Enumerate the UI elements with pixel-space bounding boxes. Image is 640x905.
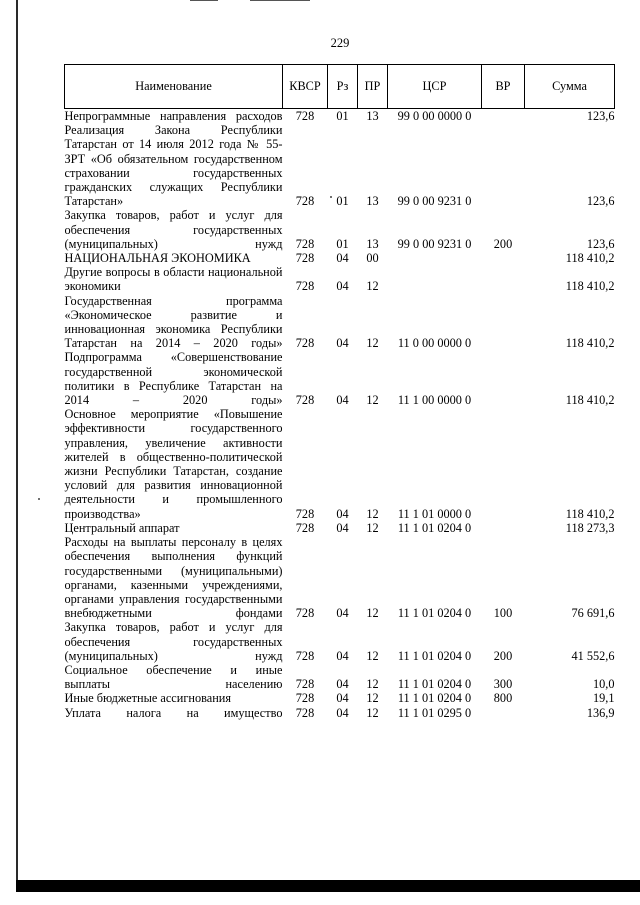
row-vr: 200 <box>493 236 513 251</box>
row-vr <box>482 294 525 351</box>
row-csr <box>388 251 482 265</box>
row-name: Расходы на выплаты персоналу в целях обеспечения выполнения функций государственными (муниципальными) органами, казенными учреждениями, органами управления государственными внебюджетными фондами <box>64 535 283 621</box>
table-row <box>65 521 615 535</box>
row-vr <box>482 350 525 407</box>
row-kvsr: 728 <box>295 279 315 294</box>
row-kvsr: 728 <box>295 393 315 408</box>
row-vr: 200 <box>493 648 513 663</box>
row-kvsr: 728 <box>295 336 315 351</box>
row-sum: 118 273,3 <box>565 520 615 535</box>
row-kvsr: 728 <box>295 691 315 706</box>
row-pr: 12 <box>366 677 379 692</box>
row-sum: 19,1 <box>592 691 615 706</box>
row-kvsr: 728 <box>295 648 315 663</box>
row-name: Другие вопросы в области национальной экономики <box>64 265 283 294</box>
row-kvsr: 728 <box>295 194 315 209</box>
row-name: Основное мероприятие «Повышение эффективности государственного управления, увеличение активности жителей в общественно-политической жизни Республики Татарстан, создание условий для развития инновационной деятельности и промышленного производства» <box>64 407 283 521</box>
row-name: Закупка товаров, работ и услуг для обеспечения государственных (муниципальных) нужд <box>64 208 283 251</box>
row-csr: 11 1 01 0204 0 <box>397 677 472 692</box>
header-kvsr: КВСР <box>283 65 328 109</box>
row-pr: 12 <box>366 705 379 720</box>
header-csr: ЦСР <box>388 65 482 109</box>
row-pr: 12 <box>366 336 379 351</box>
row-name: НАЦИОНАЛЬНАЯ ЭКОНОМИКА <box>64 251 251 266</box>
row-csr: 99 0 00 9231 0 <box>397 236 472 251</box>
row-rz: 01 <box>336 194 349 209</box>
row-rz: 04 <box>336 336 349 351</box>
row-kvsr: 728 <box>295 236 315 251</box>
row-pr: 12 <box>366 520 379 535</box>
table-header-row <box>65 65 615 109</box>
row-rz: 04 <box>336 606 349 621</box>
row-vr <box>482 251 525 265</box>
row-pr: 00 <box>366 251 379 266</box>
row-vr <box>482 123 525 208</box>
table-row <box>65 620 615 663</box>
row-pr: 13 <box>366 194 379 209</box>
row-rz: 04 <box>336 279 349 294</box>
row-rz: 04 <box>336 648 349 663</box>
table-row <box>65 208 615 251</box>
row-name: Государственная программа «Экономическое развитие и инновационная экономика Республики Татарстан на 2014 – 2020 годы» <box>64 293 283 351</box>
row-kvsr: 728 <box>295 705 315 720</box>
row-sum: 118 410,2 <box>565 506 615 521</box>
row-name: Центральный аппарат <box>64 520 180 535</box>
table-row <box>65 294 615 351</box>
row-rz: 04 <box>336 506 349 521</box>
row-sum: 118 410,2 <box>565 251 615 266</box>
page-number: 229 <box>330 36 350 50</box>
scan-left-edge <box>16 0 18 892</box>
row-kvsr: 728 <box>295 606 315 621</box>
row-kvsr: 728 <box>295 506 315 521</box>
row-csr: 11 1 01 0295 0 <box>397 705 472 720</box>
header-sum: Сумма <box>525 65 615 109</box>
row-sum: 10,0 <box>592 677 615 692</box>
row-kvsr: 728 <box>295 109 315 123</box>
row-pr: 12 <box>366 648 379 663</box>
row-vr: 100 <box>493 606 513 621</box>
row-sum: 41 552,6 <box>571 648 615 663</box>
header-name: Наименование <box>65 65 283 109</box>
table-row <box>65 535 615 620</box>
row-sum: 76 691,6 <box>571 606 615 621</box>
table-row <box>65 350 615 407</box>
row-sum: 123,6 <box>586 236 615 251</box>
row-rz: 04 <box>336 705 349 720</box>
row-rz: 01 <box>336 236 349 251</box>
row-sum: 118 410,2 <box>565 279 615 294</box>
row-vr <box>482 109 525 124</box>
row-pr: 12 <box>366 279 379 294</box>
row-sum: 123,6 <box>586 109 615 123</box>
table-row <box>65 109 615 124</box>
row-pr: 12 <box>366 393 379 408</box>
row-rz: 04 <box>336 393 349 408</box>
row-pr: 12 <box>366 691 379 706</box>
row-csr: 11 1 01 0204 0 <box>397 691 472 706</box>
row-csr: 11 1 01 0204 0 <box>397 520 472 535</box>
scan-bottom-edge <box>16 880 640 892</box>
table-row <box>65 123 615 208</box>
table-row <box>65 265 615 293</box>
row-vr <box>482 521 525 535</box>
row-csr: 11 1 00 0000 0 <box>397 393 472 408</box>
row-name: Уплата налога на имущество <box>64 705 283 720</box>
row-kvsr: 728 <box>295 677 315 692</box>
budget-table <box>64 64 615 720</box>
header-pr: ПР <box>358 65 388 109</box>
row-pr: 12 <box>366 606 379 621</box>
row-vr <box>482 706 525 720</box>
row-vr: 300 <box>493 677 513 692</box>
scan-speck <box>38 498 40 500</box>
table-row <box>65 407 615 521</box>
row-name: Реализация Закона Республики Татарстан от 14 июля 2012 года № 55-ЗРТ «Об обязательном государственном страховании государственных гражданских служащих Республики Татарстан» <box>64 123 283 209</box>
row-sum: 123,6 <box>586 194 615 209</box>
row-csr: 99 0 00 0000 0 <box>397 109 472 123</box>
row-vr <box>482 407 525 521</box>
row-csr: 99 0 00 9231 0 <box>397 194 472 209</box>
table-row <box>65 706 615 720</box>
row-name: Непрограммные направления расходов <box>64 109 283 123</box>
row-name: Подпрограмма «Совершенствование государственной экономической политики в Республике Татарстан на 2014 – 2020 годы» <box>64 350 283 408</box>
row-rz: 04 <box>336 520 349 535</box>
row-name: Иные бюджетные ассигнования <box>64 691 232 706</box>
row-sum: 118 410,2 <box>565 393 615 408</box>
scan-artifact <box>190 0 218 1</box>
row-kvsr: 728 <box>295 520 315 535</box>
header-vr: ВР <box>482 65 525 109</box>
scan-speck <box>330 196 332 198</box>
row-csr: 11 1 01 0204 0 <box>397 606 472 621</box>
row-csr: 11 1 01 0204 0 <box>397 648 472 663</box>
row-pr: 12 <box>366 506 379 521</box>
header-rz: Рз <box>328 65 358 109</box>
row-sum: 136,9 <box>586 705 615 720</box>
row-csr <box>388 265 482 293</box>
row-csr: 11 1 01 0000 0 <box>397 506 472 521</box>
row-csr: 11 0 00 0000 0 <box>397 336 472 351</box>
table-row <box>65 251 615 265</box>
row-pr: 13 <box>366 109 379 123</box>
row-name: Социальное обеспечение и иные выплаты населению <box>64 662 283 692</box>
row-rz: 04 <box>336 677 349 692</box>
table-row <box>65 663 615 691</box>
row-pr: 13 <box>366 236 379 251</box>
table-row <box>65 691 615 705</box>
row-rz: 04 <box>336 251 349 266</box>
row-vr <box>482 265 525 293</box>
row-sum: 118 410,2 <box>565 336 615 351</box>
row-kvsr: 728 <box>295 251 315 266</box>
row-rz: 01 <box>336 109 349 123</box>
row-vr: 800 <box>493 691 513 706</box>
row-rz: 04 <box>336 691 349 706</box>
scan-artifact <box>250 0 310 1</box>
row-name: Закупка товаров, работ и услуг для обеспечения государственных (муниципальных) нужд <box>64 620 283 663</box>
